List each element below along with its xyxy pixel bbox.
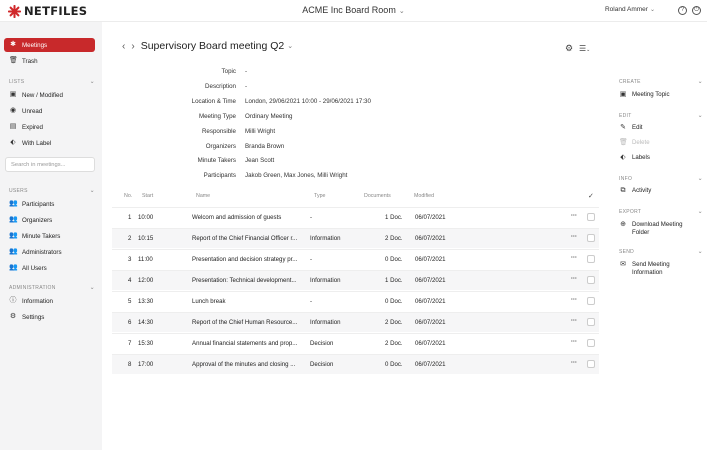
all-users-icon: 👥 xyxy=(9,264,18,271)
row-type: Decision xyxy=(310,361,334,368)
row-type: Decision xyxy=(310,340,334,347)
sidebar-item-label: All Users xyxy=(22,264,47,272)
sidebar-item-expired[interactable] xyxy=(4,120,95,134)
sidebar-item-information[interactable] xyxy=(4,294,95,308)
more-options-icon[interactable]: ··· xyxy=(571,254,578,261)
sidebar-item-settings[interactable] xyxy=(4,310,95,324)
chevron-down-icon: ⌄ xyxy=(89,79,95,85)
row-no: 5 xyxy=(128,298,132,305)
section-title: LISTS xyxy=(9,79,25,85)
users-section-header[interactable] xyxy=(9,188,95,194)
administration-section-header[interactable] xyxy=(9,285,95,291)
row-checkbox[interactable] xyxy=(587,339,595,347)
row-type: - xyxy=(310,214,313,221)
row-start: 15:30 xyxy=(138,340,154,347)
table-row[interactable] xyxy=(112,354,599,374)
row-type: - xyxy=(310,256,313,263)
row-checkbox[interactable] xyxy=(587,360,595,368)
row-start: 13:30 xyxy=(138,298,154,305)
meta-row-responsible xyxy=(102,128,612,142)
sidebar-item-organizers[interactable] xyxy=(4,213,95,227)
edit-section-header[interactable] xyxy=(619,113,703,119)
sidebar-item-trash[interactable] xyxy=(4,54,95,68)
action-panel xyxy=(612,22,707,450)
row-checkbox[interactable] xyxy=(587,297,595,305)
column-header-documents[interactable]: Documents xyxy=(364,193,391,199)
row-no: 4 xyxy=(128,277,132,284)
settings-icon: ⚙ xyxy=(9,313,17,320)
row-start: 10:15 xyxy=(138,235,154,242)
information-icon: ⓘ xyxy=(9,297,17,304)
page-title[interactable]: Supervisory Board meeting Q2 xyxy=(140,40,285,52)
table-row[interactable] xyxy=(112,312,599,332)
table-row[interactable] xyxy=(112,249,599,269)
action-label: Activity xyxy=(632,187,652,194)
sidebar-item-minute-takers[interactable] xyxy=(4,229,95,243)
expired-icon: ▤ xyxy=(9,123,17,130)
sidebar-item-unread[interactable] xyxy=(4,104,95,118)
download-icon: ⊕ xyxy=(620,221,626,228)
chevron-down-icon: ⌄ xyxy=(697,249,703,255)
sidebar-item-label: Unread xyxy=(22,107,43,115)
sidebar xyxy=(0,22,102,450)
row-modified: 06/07/2021 xyxy=(415,277,446,284)
sidebar-item-meetings[interactable] xyxy=(4,38,95,52)
meta-value: Jakob Green, Max Jones, Milli Wright xyxy=(245,172,348,179)
column-header-no[interactable]: No. xyxy=(124,193,133,199)
check-all-icon[interactable]: ✓ xyxy=(588,193,594,200)
row-checkbox[interactable] xyxy=(587,234,595,242)
row-docs: 1 Doc. xyxy=(385,277,403,284)
row-checkbox[interactable] xyxy=(587,213,595,221)
row-start: 10:00 xyxy=(138,214,154,221)
meta-label: Responsible xyxy=(201,128,236,135)
chevron-down-icon[interactable]: ⌄ xyxy=(287,43,294,50)
action-download-meeting-folder[interactable] xyxy=(619,221,682,237)
row-no: 2 xyxy=(128,235,132,242)
meta-value: Branda Brown xyxy=(245,143,285,150)
send-section-header[interactable] xyxy=(619,249,703,255)
action-label-line: Folder xyxy=(632,229,650,236)
column-header-start[interactable]: Start xyxy=(142,193,154,199)
forward-arrow-icon[interactable]: › xyxy=(131,40,135,52)
row-checkbox[interactable] xyxy=(587,318,595,326)
sidebar-item-administrators[interactable] xyxy=(4,245,95,259)
meta-row-meeting-type xyxy=(102,113,612,127)
row-name: Presentation: Technical development... xyxy=(192,277,297,284)
meta-label: Organizers xyxy=(205,143,236,150)
meta-row-location-time xyxy=(102,98,612,112)
meta-value: - xyxy=(245,68,248,75)
row-checkbox[interactable] xyxy=(587,255,595,263)
create-section-header[interactable] xyxy=(619,79,703,85)
administrators-icon: 👥 xyxy=(9,248,18,255)
action-label xyxy=(632,221,682,237)
chevron-down-icon: ⌄ xyxy=(697,113,703,119)
meta-value: Jean Scott xyxy=(245,157,275,164)
row-no: 8 xyxy=(128,361,132,368)
row-docs: 1 Doc. xyxy=(385,214,403,221)
chevron-down-icon: ⌄ xyxy=(89,285,95,291)
sidebar-item-label: Meetings xyxy=(22,41,48,49)
sidebar-item-participants[interactable] xyxy=(4,197,95,211)
participants-icon: 👥 xyxy=(9,200,18,207)
row-modified: 06/07/2021 xyxy=(415,214,446,221)
sidebar-item-label: Participants xyxy=(22,200,55,208)
sidebar-item-label: Administrators xyxy=(22,248,62,256)
logo-text: NETFILES xyxy=(24,4,88,18)
label-icon: ⬖ xyxy=(10,139,16,146)
sidebar-item-label: New / Modified xyxy=(22,91,63,99)
meta-label: Topic xyxy=(221,68,236,75)
gear-icon[interactable]: ⚙ xyxy=(565,43,574,53)
action-label-line: Download Meeting xyxy=(632,221,683,228)
row-name: Report of the Chief Human Resource... xyxy=(192,319,298,326)
section-title: EDIT xyxy=(619,113,632,119)
row-type: - xyxy=(310,298,313,305)
row-no: 7 xyxy=(128,340,132,347)
row-name: Report of the Chief Financial Officer r... xyxy=(192,235,298,242)
room-title: ACME Inc Board Room xyxy=(302,5,396,15)
list-view-icon[interactable]: ☰⌄ xyxy=(579,44,591,53)
meta-label: Participants xyxy=(203,172,236,179)
sidebar-item-label: Organizers xyxy=(22,216,53,224)
section-title: EXPORT xyxy=(619,209,642,215)
action-activity[interactable] xyxy=(619,187,651,195)
meta-row-minute-takers xyxy=(102,157,612,171)
chevron-down-icon: ⌄ xyxy=(697,176,703,182)
sidebar-item-label: Expired xyxy=(22,123,43,131)
chevron-down-icon: ⌄ xyxy=(697,209,703,215)
user-menu[interactable] xyxy=(605,6,655,13)
action-send-meeting-information[interactable] xyxy=(619,261,670,277)
row-checkbox[interactable] xyxy=(587,276,595,284)
meta-label: Minute Takers xyxy=(197,157,236,164)
export-section-header[interactable] xyxy=(619,209,703,215)
row-type: Information xyxy=(310,235,341,242)
trash-icon: 🗑 xyxy=(619,139,628,146)
back-arrow-icon[interactable]: ‹ xyxy=(122,40,126,52)
meta-value: - xyxy=(245,83,248,90)
more-options-icon[interactable]: ··· xyxy=(571,317,578,324)
action-meeting-topic[interactable] xyxy=(619,91,670,99)
more-options-icon[interactable]: ··· xyxy=(571,275,578,282)
new-modified-icon: ▣ xyxy=(9,91,17,98)
top-bar xyxy=(0,0,707,22)
power-icon[interactable]: ⏻ xyxy=(692,6,701,15)
organizers-icon: 👥 xyxy=(9,216,18,223)
meeting-header xyxy=(122,40,293,52)
row-start: 12:00 xyxy=(138,277,154,284)
meetings-icon: ✱ xyxy=(10,41,16,48)
row-type: Information xyxy=(310,277,341,284)
section-title: SEND xyxy=(619,249,635,255)
action-delete[interactable] xyxy=(619,139,650,147)
room-selector[interactable] xyxy=(0,5,707,15)
more-options-icon[interactable]: ··· xyxy=(571,212,578,219)
label-icon: ⬖ xyxy=(620,154,626,161)
action-labels[interactable] xyxy=(619,154,650,162)
action-label: Meeting Topic xyxy=(632,91,670,98)
meta-row-topic xyxy=(102,68,612,82)
chevron-down-icon: ⌄ xyxy=(89,188,95,194)
row-modified: 06/07/2021 xyxy=(415,298,446,305)
column-header-modified[interactable]: Modified xyxy=(414,193,435,199)
action-label: Delete xyxy=(632,139,650,146)
action-label-line: Send Meeting xyxy=(632,261,670,268)
activity-icon: ⧉ xyxy=(620,187,626,194)
meeting-topic-icon: ▣ xyxy=(619,91,627,98)
sidebar-item-label: Trash xyxy=(22,57,38,65)
info-section-header[interactable] xyxy=(619,176,703,182)
row-docs: 0 Doc. xyxy=(385,298,403,305)
row-docs: 0 Doc. xyxy=(385,361,403,368)
lists-section-header[interactable] xyxy=(9,79,95,85)
row-modified: 06/07/2021 xyxy=(415,256,446,263)
action-label-line: Information xyxy=(632,269,663,276)
row-name: Lunch break xyxy=(192,298,226,305)
row-modified: 06/07/2021 xyxy=(415,361,446,368)
send-icon: ✉ xyxy=(620,261,626,268)
meta-value: Ordinary Meeting xyxy=(245,113,293,120)
action-edit[interactable] xyxy=(619,124,643,132)
row-modified: 06/07/2021 xyxy=(415,340,446,347)
sidebar-item-label: With Label xyxy=(22,139,52,147)
section-title: INFO xyxy=(619,176,633,182)
sidebar-item-label: Information xyxy=(22,297,53,305)
row-start: 17:00 xyxy=(138,361,154,368)
user-name: Roland Ammer xyxy=(604,6,648,13)
row-docs: 0 Doc. xyxy=(385,256,403,263)
chevron-down-icon: ⌄ xyxy=(398,8,405,15)
row-docs: 2 Doc. xyxy=(385,340,403,347)
minute-takers-icon: 👥 xyxy=(9,232,18,239)
chevron-down-icon: ⌄ xyxy=(697,79,703,85)
row-name: Welcom and admission of guests xyxy=(192,214,282,221)
table-row[interactable] xyxy=(112,228,599,248)
table-row[interactable] xyxy=(112,333,599,353)
row-no: 1 xyxy=(128,214,132,221)
row-modified: 06/07/2021 xyxy=(415,235,446,242)
section-title: CREATE xyxy=(619,79,641,85)
meta-row-organizers xyxy=(102,143,612,157)
row-type: Information xyxy=(310,319,341,326)
row-no: 6 xyxy=(128,319,132,326)
meta-label: Meeting Type xyxy=(198,113,236,120)
table-row[interactable] xyxy=(112,291,599,311)
search-input[interactable]: Search in meetings... xyxy=(5,157,95,172)
row-name: Presentation and decision strategy pr... xyxy=(192,256,298,263)
row-docs: 2 Doc. xyxy=(385,319,403,326)
pencil-icon: ✎ xyxy=(620,124,626,131)
sidebar-item-label: Settings xyxy=(22,313,45,321)
row-docs: 2 Doc. xyxy=(385,235,403,242)
meta-label: Location & Time xyxy=(191,98,236,105)
section-title: USERS xyxy=(9,188,28,194)
meta-value: London, 29/06/2021 10:00 - 29/06/2021 17:30 xyxy=(245,98,371,105)
more-options-icon[interactable]: ··· xyxy=(571,359,578,366)
meta-row-participants xyxy=(102,172,612,186)
action-label: Edit xyxy=(632,124,643,131)
row-start: 14:30 xyxy=(138,319,154,326)
more-options-icon[interactable]: ··· xyxy=(571,233,578,240)
more-options-icon[interactable]: ··· xyxy=(571,296,578,303)
column-header-type[interactable]: Type xyxy=(314,193,326,199)
sidebar-item-with-label[interactable] xyxy=(4,136,95,150)
sidebar-item-new-modified[interactable] xyxy=(4,88,95,102)
trash-icon: 🗑 xyxy=(9,57,18,64)
row-name: Approval of the minutes and closing ... xyxy=(192,361,296,368)
meta-label: Description xyxy=(205,83,236,90)
main-content xyxy=(102,22,612,450)
row-start: 11:00 xyxy=(138,256,153,263)
chevron-down-icon: ⌄ xyxy=(649,7,655,13)
help-icon[interactable]: ? xyxy=(678,6,687,15)
sidebar-item-label: Minute Takers xyxy=(22,232,61,240)
action-label: Labels xyxy=(632,154,650,161)
sidebar-item-all-users[interactable] xyxy=(4,261,95,275)
row-modified: 06/07/2021 xyxy=(415,319,446,326)
row-no: 3 xyxy=(128,256,132,263)
column-header-name[interactable]: Name xyxy=(196,193,211,199)
more-options-icon[interactable]: ··· xyxy=(571,338,578,345)
row-name: Annual financial statements and prop... xyxy=(192,340,298,347)
table-row[interactable] xyxy=(112,270,599,290)
meta-row-description xyxy=(102,83,612,97)
table-row[interactable] xyxy=(112,207,599,227)
unread-icon: ◉ xyxy=(9,107,17,114)
meta-value: Milli Wright xyxy=(245,128,276,135)
action-label xyxy=(632,261,670,277)
section-title: ADMINISTRATION xyxy=(9,285,56,291)
